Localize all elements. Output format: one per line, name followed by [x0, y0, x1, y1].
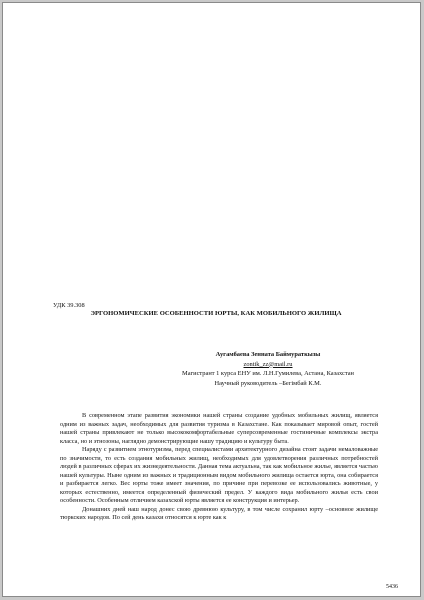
page-number: 5436 [386, 584, 398, 590]
author-affiliation: Магистрант 1 курса ЕНУ им. Л.Н.Гумилева, Астана, Казахстан [182, 370, 354, 378]
document-page [2, 2, 421, 597]
udk-code: УДК 39.308 [53, 302, 85, 309]
paragraph: В современном этапе развития экономики нашей страны создание удобных мобильных жилищ, является одним из важных задач, необходимых для развития туризма в Казахстане. Как показывает мировой опыт, гостей нашей страны привлекают не только высококомфортабельные суперсовременные гостиничные комплексы экстра класса, но и этнозоны, наглядно демонстрирующие нашу традицию и культуру быта. [60, 412, 378, 445]
author-name: Аугамбаева Зенната Баймураткызы [215, 351, 321, 358]
author-email-link[interactable]: zontik_zz@mail.ru [243, 360, 293, 368]
blank-upper-area [3, 3, 420, 303]
article-body [60, 412, 378, 523]
supervisor-line: Научный руководитель –Бегімбай К.М. [214, 379, 322, 387]
paragraph: Донашних дней наш народ донес свою древнюю культуру, в том числе сохранил юрту –основное жилище тюркских народов. По сей день казахи относятся к юрте как к [60, 505, 378, 521]
article-title: ЭРГОНОМИЧЕСКИЕ ОСОБЕННОСТИ ЮРТЫ, КАК МОБИЛЬНОГО ЖИЛИЩА [90, 310, 342, 317]
paragraph: Наряду с развитием этнотуризма, перед специалистами архитектурного дизайна стоят задачи немаловажные по значимости, то есть создания мобильных жилищ, необходимых для удовлетворения различных потребностей людей в различных сферах их жизнедеятельности. Данная тема актуальна, так как мобильное жилье, является частью нашей культуры. Ныне одним из важных и традиционным видом мобильного жилища остается юрта, она собирается и разбирается легко. Вес юрты тоже имеет значения, по причине при перевозке ее использовались животные, у которых естественно, имеется определенный физический предел. У каждого вида мобильного жилья есть свои особенности. Особенным отличием казахской юрты является ее конструкция и интерьер. [60, 446, 378, 504]
author-info [163, 350, 373, 388]
